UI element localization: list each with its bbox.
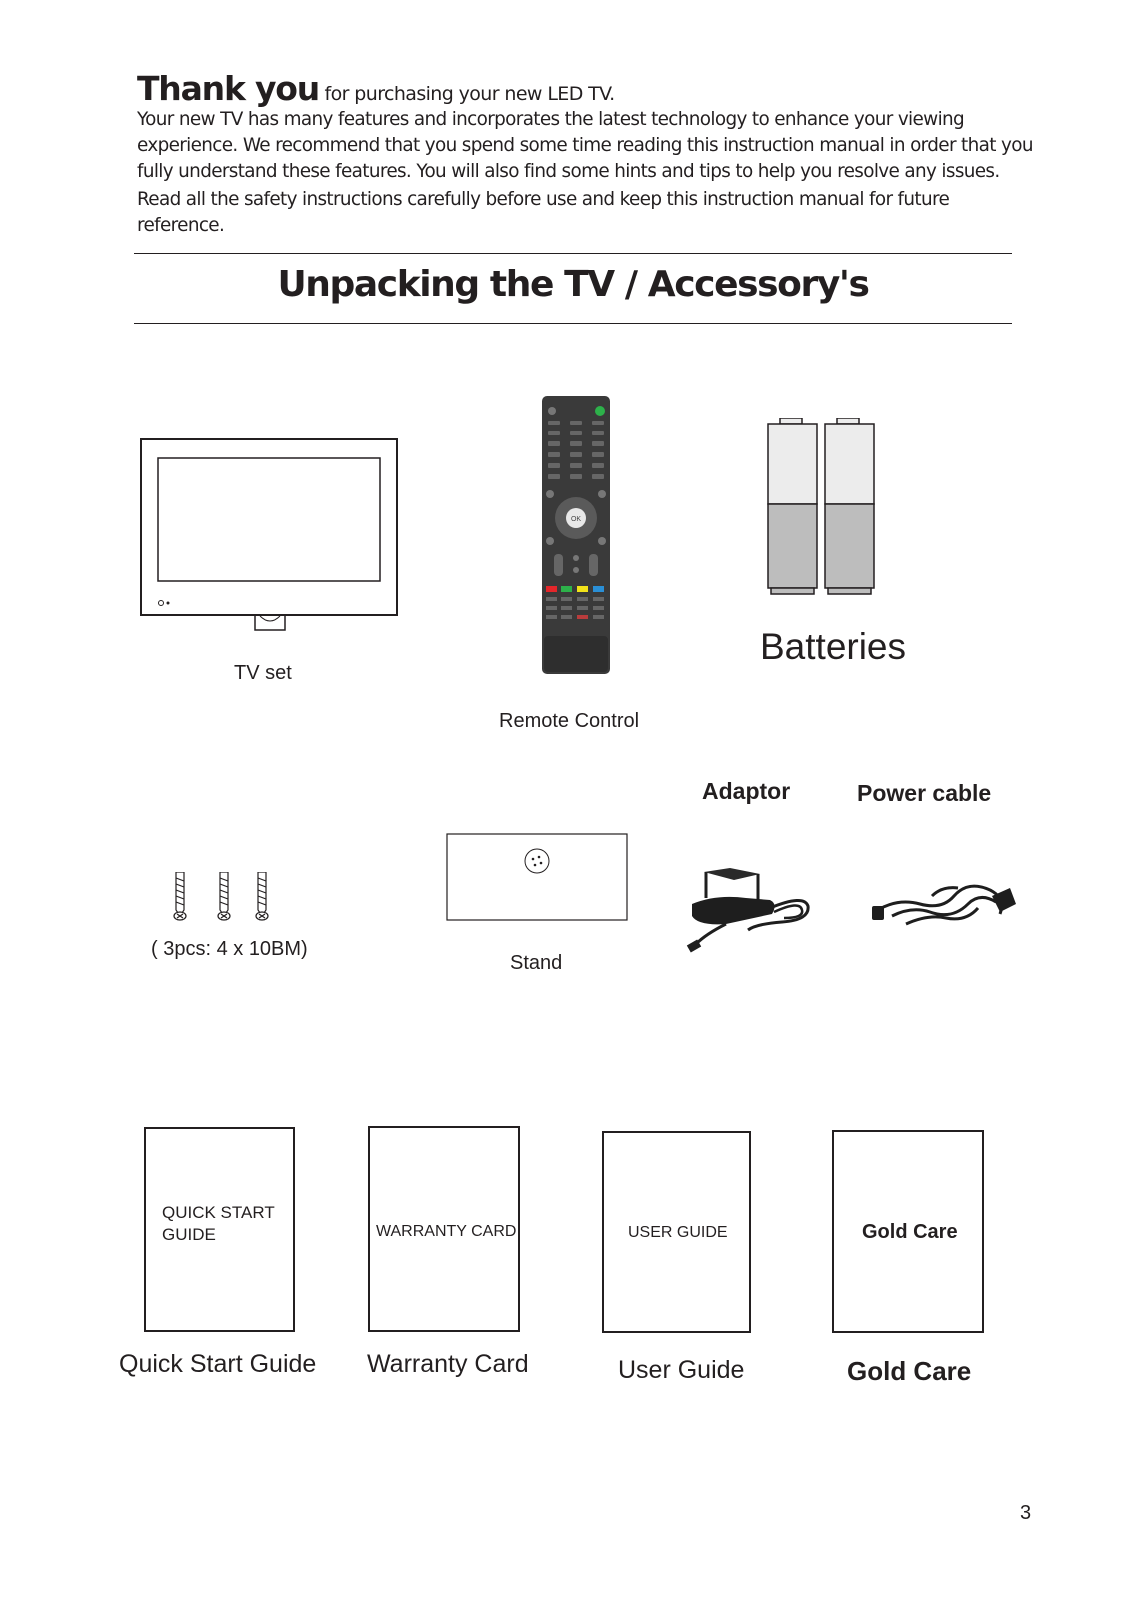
quick-start-guide-cover-title: QUICK START GUIDE	[162, 1203, 275, 1244]
gold-care-caption: Gold Care	[847, 1356, 972, 1386]
intro-line-3: fully understand these features. You will also find some hints and tips to help you resolve any issues.	[137, 161, 1000, 182]
power-cable-label: Power cable	[857, 780, 992, 806]
thank-you-heading: Thank you	[137, 69, 320, 108]
adaptor-label: Adaptor	[702, 778, 791, 804]
batteries-label: Batteries	[760, 626, 907, 667]
remote-control-label: Remote Control	[499, 710, 640, 732]
page-number: 3	[1020, 1502, 1032, 1524]
gold-care-cover-title: Gold Care	[862, 1221, 958, 1243]
intro-line-1: Your new TV has many features and incorporates the latest technology to enhance your viewing	[137, 109, 965, 130]
warranty-card-caption: Warranty Card	[367, 1350, 529, 1378]
power-cable-illustration	[872, 866, 1018, 936]
screws-label: ( 3pcs: 4 x 10BM)	[151, 938, 308, 960]
quick-start-guide-caption: Quick Start Guide	[119, 1350, 317, 1378]
divider-bottom	[134, 323, 1012, 324]
remote-control-illustration	[540, 396, 612, 676]
screws-illustration	[168, 872, 278, 924]
section-title: Unpacking the TV / Accessory's	[277, 264, 869, 305]
intro-line-4: Read all the safety instructions carefully before use and keep this instruction manual for future reference.	[137, 189, 950, 236]
user-guide-cover-title: USER GUIDE	[628, 1224, 728, 1241]
remote-ok-label: OK	[570, 516, 582, 523]
user-guide-caption: User Guide	[618, 1356, 745, 1384]
intro-line-2: experience. We recommend that you spend some time reading this instruction manual in order that you	[137, 135, 1033, 156]
gold-care-cover	[832, 1130, 984, 1333]
user-guide-cover	[602, 1131, 751, 1333]
tv-set-label: TV set	[234, 662, 292, 684]
stand-label: Stand	[510, 952, 563, 974]
tv-set-illustration	[140, 438, 402, 634]
thank-you-rest: for purchasing your new LED TV.	[324, 83, 615, 105]
batteries-illustration	[766, 418, 882, 596]
stand-illustration	[446, 833, 630, 923]
divider-top	[134, 253, 1012, 254]
adaptor-illustration	[686, 864, 820, 956]
quick-start-guide-cover	[144, 1127, 295, 1332]
intro-text	[137, 69, 1037, 239]
warranty-card-cover	[368, 1126, 520, 1332]
thank-you-line	[137, 69, 1037, 108]
warranty-card-cover-title: WARRANTY CARD	[376, 1223, 517, 1240]
